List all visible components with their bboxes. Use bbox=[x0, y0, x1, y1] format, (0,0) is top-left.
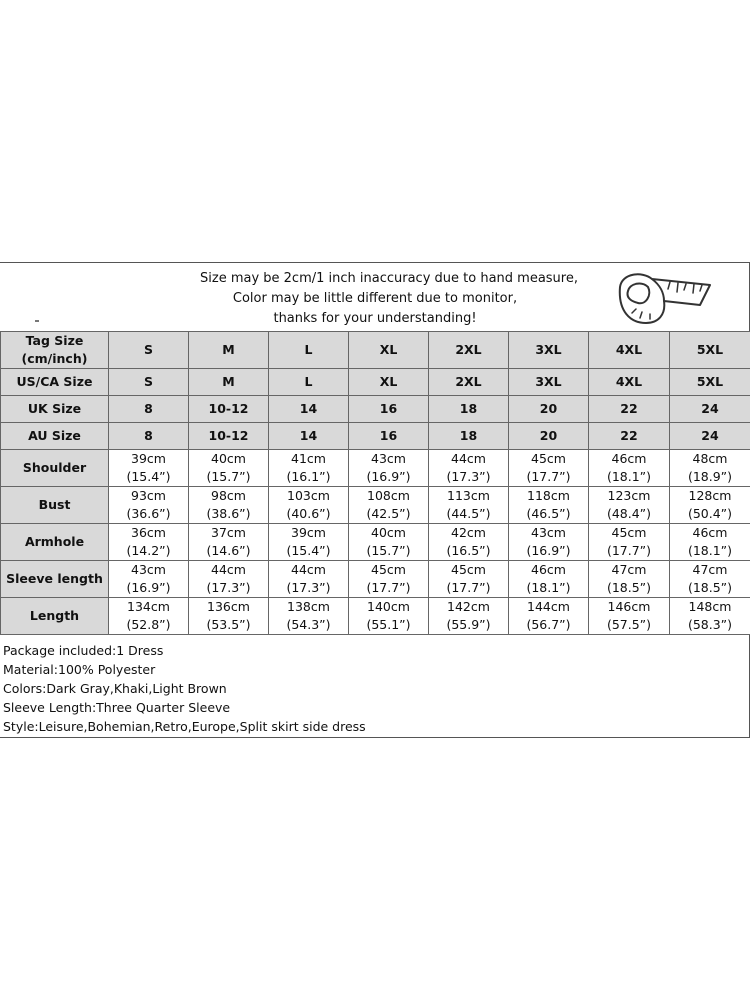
value-inch: (14.2”) bbox=[126, 543, 171, 558]
value-cm: 40cm bbox=[211, 451, 246, 466]
value-inch: (16.1”) bbox=[286, 469, 331, 484]
measurement-cell bbox=[109, 598, 189, 635]
table-row bbox=[1, 332, 750, 369]
measurement-cell bbox=[189, 487, 269, 524]
table-row bbox=[1, 396, 750, 423]
value-inch: (42.5”) bbox=[366, 506, 411, 521]
measurement-cell bbox=[349, 450, 429, 487]
size-chart bbox=[0, 262, 750, 738]
measurement-cell bbox=[670, 561, 750, 598]
size-header-cell: M bbox=[189, 332, 269, 369]
measurement-cell bbox=[349, 524, 429, 561]
measurement-cell bbox=[670, 487, 750, 524]
value-cm: 138cm bbox=[287, 599, 330, 614]
size-cell: 24 bbox=[670, 423, 750, 450]
measurement-cell bbox=[349, 598, 429, 635]
measurement-cell bbox=[269, 524, 349, 561]
measurement-cell bbox=[189, 524, 269, 561]
measurement-cell bbox=[670, 524, 750, 561]
value-cm: 41cm bbox=[291, 451, 326, 466]
value-cm: 48cm bbox=[692, 451, 728, 466]
value-cm: 123cm bbox=[607, 488, 651, 503]
size-cell: 4XL bbox=[589, 369, 670, 396]
value-inch: (17.7”) bbox=[606, 543, 652, 558]
size-cell: 22 bbox=[589, 396, 670, 423]
value-inch: (54.3”) bbox=[286, 617, 331, 632]
value-cm: 44cm bbox=[291, 562, 326, 577]
value-inch: (16.9”) bbox=[526, 543, 571, 558]
row-label: US/CA Size bbox=[1, 369, 109, 396]
notice-text bbox=[200, 269, 578, 329]
measurement-cell bbox=[269, 561, 349, 598]
measurement-cell bbox=[349, 487, 429, 524]
value-inch: (52.8”) bbox=[126, 617, 171, 632]
measurement-cell bbox=[509, 487, 589, 524]
size-header-cell: 5XL bbox=[670, 332, 750, 369]
value-cm: 134cm bbox=[127, 599, 170, 614]
value-cm: 43cm bbox=[131, 562, 166, 577]
value-cm: 128cm bbox=[688, 488, 732, 503]
value-cm: 40cm bbox=[371, 525, 406, 540]
size-cell: 18 bbox=[429, 396, 509, 423]
value-cm: 44cm bbox=[211, 562, 246, 577]
size-cell: L bbox=[269, 369, 349, 396]
value-inch: (18.1”) bbox=[687, 543, 733, 558]
table-row bbox=[1, 423, 750, 450]
value-inch: (18.5”) bbox=[687, 580, 733, 595]
value-inch: (17.3”) bbox=[206, 580, 251, 595]
size-header-cell: XL bbox=[349, 332, 429, 369]
value-inch: (18.5”) bbox=[606, 580, 652, 595]
value-inch: (14.6”) bbox=[206, 543, 251, 558]
value-cm: 43cm bbox=[371, 451, 406, 466]
size-header-cell: 3XL bbox=[509, 332, 589, 369]
table-row bbox=[1, 524, 750, 561]
measurement-cell bbox=[189, 561, 269, 598]
value-cm: 45cm bbox=[531, 451, 566, 466]
table-row bbox=[1, 598, 750, 635]
table-row bbox=[1, 487, 750, 524]
value-cm: 98cm bbox=[211, 488, 246, 503]
measurement-cell bbox=[429, 487, 509, 524]
value-inch: (17.7”) bbox=[446, 580, 491, 595]
measurement-cell bbox=[109, 450, 189, 487]
measurement-cell bbox=[269, 487, 349, 524]
value-inch: (17.7”) bbox=[526, 469, 571, 484]
size-cell: 22 bbox=[589, 423, 670, 450]
table-row bbox=[1, 369, 750, 396]
notice-line: thanks for your understanding! bbox=[273, 311, 477, 326]
value-cm: 39cm bbox=[131, 451, 166, 466]
value-cm: 45cm bbox=[451, 562, 486, 577]
measurement-cell bbox=[589, 561, 670, 598]
measurement-cell bbox=[109, 561, 189, 598]
value-cm: 136cm bbox=[207, 599, 250, 614]
measurement-cell bbox=[670, 598, 750, 635]
value-inch: (17.7”) bbox=[366, 580, 411, 595]
value-cm: 142cm bbox=[447, 599, 490, 614]
value-cm: 140cm bbox=[367, 599, 410, 614]
value-cm: 103cm bbox=[287, 488, 330, 503]
value-inch: (55.1”) bbox=[366, 617, 411, 632]
size-header-cell: S bbox=[109, 332, 189, 369]
size-cell: XL bbox=[349, 369, 429, 396]
measurement-cell bbox=[429, 524, 509, 561]
notice-line: Size may be 2cm/1 inch inaccuracy due to hand measure, bbox=[200, 271, 578, 286]
measurement-cell bbox=[429, 598, 509, 635]
row-label: Shoulder bbox=[1, 450, 109, 487]
value-inch: (58.3”) bbox=[687, 617, 733, 632]
size-table bbox=[0, 331, 750, 635]
measurement-cell bbox=[509, 450, 589, 487]
size-cell: 14 bbox=[269, 423, 349, 450]
value-inch: (15.4”) bbox=[286, 543, 331, 558]
info-line: Sleeve Length:Three Quarter Sleeve bbox=[3, 700, 231, 715]
measurement-cell bbox=[429, 450, 509, 487]
value-inch: (18.1”) bbox=[606, 469, 652, 484]
size-cell: M bbox=[189, 369, 269, 396]
row-label-line: Tag Size bbox=[25, 333, 84, 348]
size-cell: 8 bbox=[109, 423, 189, 450]
value-inch: (50.4”) bbox=[687, 506, 733, 521]
size-header-cell: 4XL bbox=[589, 332, 670, 369]
size-cell: 10-12 bbox=[189, 423, 269, 450]
row-label: Bust bbox=[1, 487, 109, 524]
row-label: UK Size bbox=[1, 396, 109, 423]
measurement-cell bbox=[189, 450, 269, 487]
size-cell: 8 bbox=[109, 396, 189, 423]
size-cell: 10-12 bbox=[189, 396, 269, 423]
table-row bbox=[1, 450, 750, 487]
value-inch: (16.5”) bbox=[446, 543, 491, 558]
value-inch: (16.9”) bbox=[366, 469, 411, 484]
stray-mark bbox=[35, 320, 39, 322]
size-cell: 16 bbox=[349, 423, 429, 450]
value-inch: (53.5”) bbox=[206, 617, 251, 632]
size-cell: 18 bbox=[429, 423, 509, 450]
value-cm: 46cm bbox=[611, 451, 647, 466]
value-inch: (15.7”) bbox=[206, 469, 251, 484]
size-cell: 2XL bbox=[429, 369, 509, 396]
measurement-cell bbox=[509, 598, 589, 635]
value-inch: (17.3”) bbox=[286, 580, 331, 595]
measurement-cell bbox=[109, 487, 189, 524]
size-cell: 24 bbox=[670, 396, 750, 423]
value-cm: 37cm bbox=[211, 525, 246, 540]
size-cell: 14 bbox=[269, 396, 349, 423]
value-inch: (44.5”) bbox=[446, 506, 491, 521]
value-cm: 46cm bbox=[531, 562, 566, 577]
size-cell: 5XL bbox=[670, 369, 750, 396]
measurement-cell bbox=[509, 561, 589, 598]
value-cm: 118cm bbox=[527, 488, 570, 503]
value-cm: 148cm bbox=[688, 599, 732, 614]
row-label bbox=[1, 332, 109, 369]
table-row bbox=[1, 561, 750, 598]
size-cell: 16 bbox=[349, 396, 429, 423]
row-label: AU Size bbox=[1, 423, 109, 450]
value-inch: (36.6”) bbox=[126, 506, 171, 521]
row-label: Armhole bbox=[1, 524, 109, 561]
value-cm: 113cm bbox=[447, 488, 490, 503]
value-inch: (17.3”) bbox=[446, 469, 491, 484]
value-inch: (15.7”) bbox=[366, 543, 411, 558]
value-inch: (16.9”) bbox=[126, 580, 171, 595]
measurement-cell bbox=[589, 598, 670, 635]
product-info bbox=[3, 641, 366, 736]
value-inch: (18.1”) bbox=[526, 580, 571, 595]
value-inch: (57.5”) bbox=[606, 617, 652, 632]
notice-panel bbox=[0, 263, 749, 331]
measurement-cell bbox=[589, 524, 670, 561]
measurement-cell bbox=[269, 598, 349, 635]
value-inch: (48.4”) bbox=[606, 506, 652, 521]
row-label-line: (cm/inch) bbox=[21, 351, 88, 366]
value-cm: 46cm bbox=[692, 525, 728, 540]
value-cm: 44cm bbox=[451, 451, 486, 466]
value-inch: (40.6”) bbox=[286, 506, 331, 521]
value-cm: 43cm bbox=[531, 525, 566, 540]
row-label: Sleeve length bbox=[1, 561, 109, 598]
value-cm: 47cm bbox=[611, 562, 647, 577]
value-cm: 108cm bbox=[367, 488, 410, 503]
value-inch: (56.7”) bbox=[526, 617, 571, 632]
info-line: Material:100% Polyester bbox=[3, 662, 156, 677]
value-cm: 39cm bbox=[291, 525, 326, 540]
measurement-cell bbox=[589, 450, 670, 487]
measurement-cell bbox=[349, 561, 429, 598]
info-line: Style:Leisure,Bohemian,Retro,Europe,Split skirt side dress bbox=[3, 719, 366, 734]
value-inch: (46.5”) bbox=[526, 506, 571, 521]
info-line: Package included:1 Dress bbox=[3, 643, 164, 658]
value-cm: 36cm bbox=[131, 525, 166, 540]
measurement-cell bbox=[589, 487, 670, 524]
size-cell: S bbox=[109, 369, 189, 396]
measurement-cell bbox=[509, 524, 589, 561]
info-line: Colors:Dark Gray,Khaki,Light Brown bbox=[3, 681, 227, 696]
size-header-cell: 2XL bbox=[429, 332, 509, 369]
measurement-cell bbox=[429, 561, 509, 598]
value-cm: 42cm bbox=[451, 525, 486, 540]
value-inch: (55.9”) bbox=[446, 617, 491, 632]
measurement-cell bbox=[670, 450, 750, 487]
value-cm: 45cm bbox=[611, 525, 647, 540]
measuring-tape-icon bbox=[612, 265, 717, 327]
measurement-cell bbox=[269, 450, 349, 487]
value-cm: 144cm bbox=[527, 599, 570, 614]
value-cm: 45cm bbox=[371, 562, 406, 577]
size-cell: 3XL bbox=[509, 369, 589, 396]
value-cm: 47cm bbox=[692, 562, 728, 577]
value-cm: 146cm bbox=[607, 599, 651, 614]
size-cell: 20 bbox=[509, 396, 589, 423]
measurement-cell bbox=[109, 524, 189, 561]
size-header-cell: L bbox=[269, 332, 349, 369]
row-label: Length bbox=[1, 598, 109, 635]
value-inch: (18.9”) bbox=[687, 469, 733, 484]
value-inch: (15.4”) bbox=[126, 469, 171, 484]
value-cm: 93cm bbox=[131, 488, 166, 503]
value-inch: (38.6”) bbox=[206, 506, 251, 521]
notice-line: Color may be little different due to monitor, bbox=[232, 291, 518, 306]
size-cell: 20 bbox=[509, 423, 589, 450]
measurement-cell bbox=[189, 598, 269, 635]
